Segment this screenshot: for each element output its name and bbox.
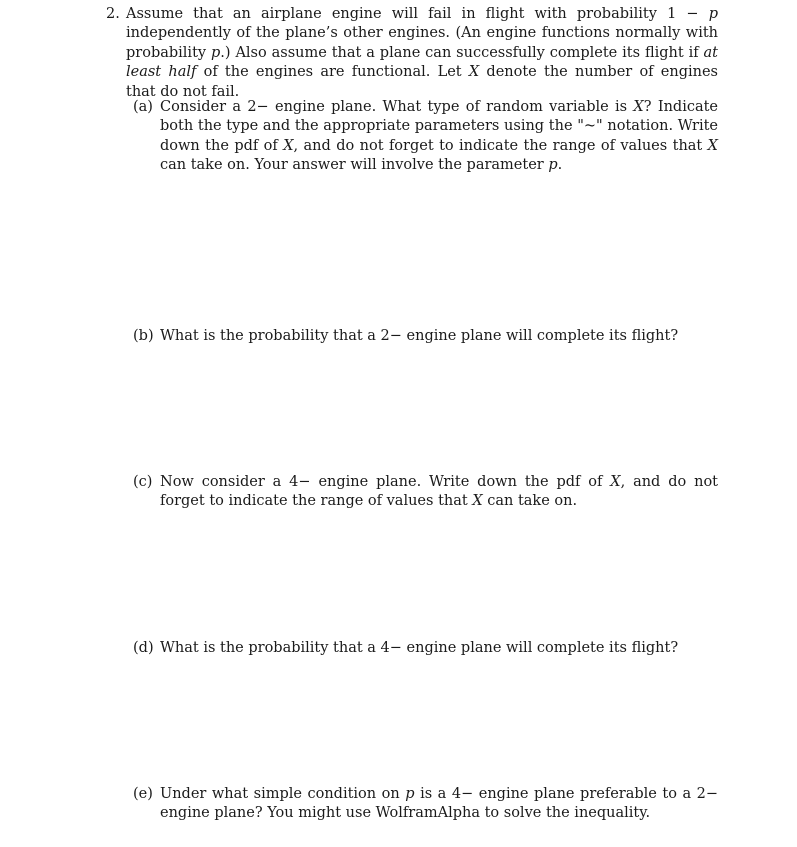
problem-number: 2.	[106, 6, 120, 22]
part-c-text-3: can take on.	[482, 493, 578, 510]
part-a-var-x-3: X	[707, 137, 718, 154]
part-d-text: What is the probability that a 4− engine plane will complete its flight?	[160, 640, 679, 656]
part-c-var-x-2: X	[472, 493, 483, 510]
part-c-text-2: , and do not forget to indicate the range of values that	[160, 474, 719, 510]
intro-emphasis: at least half	[126, 44, 718, 81]
part-a-text-1: Consider a 2− engine plane. What type of random variable is	[160, 99, 634, 115]
part-e-var-p: p	[405, 786, 415, 802]
part-a-var-x-2: X	[283, 137, 294, 154]
part-a	[133, 98, 718, 176]
problem-2	[106, 5, 718, 102]
part-a-text-4: can take on. Your answer will involve the parameter	[160, 157, 549, 174]
part-label: (b)	[133, 328, 154, 344]
intro-text-5: denote the number of engines that do not fail.	[126, 64, 718, 100]
part-a-text-5: .	[557, 157, 563, 174]
part-a-text	[160, 98, 718, 176]
part-c-text-1: Now consider a 4− engine plane. Write down the pdf of	[160, 474, 611, 490]
part-d	[133, 639, 718, 658]
part-e	[133, 785, 718, 824]
part-b-text: What is the probability that a 2− engine plane will complete its flight?	[160, 328, 679, 344]
part-label: (c)	[133, 474, 153, 490]
intro-text-3: .) Also assume that a plane can successfully complete its flight if	[220, 44, 704, 61]
part-label: (a)	[133, 99, 153, 115]
part-c-text	[160, 473, 718, 512]
part-c	[133, 473, 718, 512]
problem-intro	[126, 5, 718, 102]
part-a-text-3: , and do not forget to indicate the range of values that	[293, 137, 708, 154]
intro-text-2: independently of the plane’s other engines. (An engine functions normally with probability	[126, 25, 718, 61]
intro-var-p-2: p	[210, 44, 221, 61]
part-a-var-x: X	[633, 99, 644, 115]
part-e-text-1: Under what simple condition on	[160, 786, 406, 802]
intro-text-4: of the engines are functional. Let	[196, 64, 469, 81]
intro-var-p: p	[708, 6, 718, 22]
intro-var-x: X	[468, 64, 480, 81]
part-a-text-2: ? Indicate both the type and the appropriate parameters using the "~" notation. Write down the pdf of	[160, 99, 719, 154]
part-a-var-p: p	[548, 157, 558, 174]
part-label: (e)	[133, 786, 153, 802]
part-c-var-x: X	[610, 474, 621, 490]
part-b	[133, 327, 718, 346]
part-e-text	[160, 785, 718, 824]
part-e-text-2: is a 4− engine plane preferable to a 2− engine plane? You might use WolframAlpha to solve the inequality.	[160, 786, 719, 822]
part-label: (d)	[133, 640, 154, 656]
intro-text-1: Assume that an airplane engine will fail in flight with probability 1 −	[126, 6, 709, 22]
